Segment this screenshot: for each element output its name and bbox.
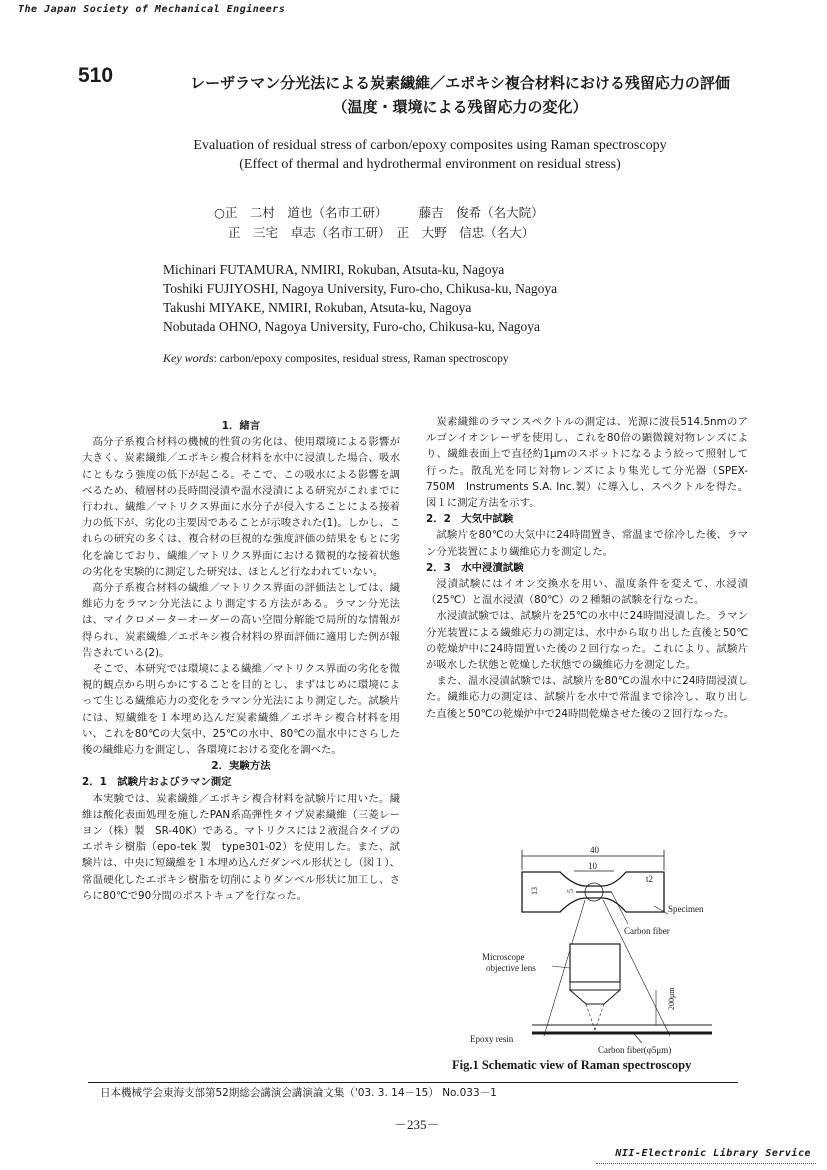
affiliation-3: Takushi MIYAKE, NMIRI, Rokuban, Atsuta-ku, Nagoya: [163, 300, 472, 315]
affiliation-4: Nobutada OHNO, Nagoya University, Furo-cho, Chikusa-ku, Nagoya: [163, 319, 541, 334]
microscope-label: Microscope: [482, 952, 525, 962]
subsection-heading: 2．2 大気中試験: [426, 513, 514, 526]
dim-10-label: 10: [588, 861, 597, 871]
paragraph: 試験片を80℃の大気中に24時間置き、常温まで徐冷した後、ラマン分光装置により繊維応力を測定した。: [426, 529, 748, 558]
dim-200um-label: 200μm: [667, 987, 676, 1010]
left-column: [82, 418, 400, 904]
objective-lens-ring: [570, 982, 620, 990]
carbon-fiber-label: Carbon fiber: [624, 926, 670, 936]
en-title-line2: (Effect of thermal and hydrothermal environment on residual stress): [239, 157, 621, 172]
subsection-heading: 2．3 水中浸漬試験: [426, 561, 524, 574]
footer-rule: [88, 1082, 738, 1083]
nii-rule: [596, 1163, 816, 1164]
author-row-1: ○正 二村 道也（名市工研） 藤吉 俊希（名大院）: [214, 205, 544, 220]
page-number: －235－: [394, 1117, 440, 1132]
figure-1-schematic: [462, 840, 742, 1080]
right-column: [426, 414, 748, 722]
proceedings-footer: 日本機械学会東海支部第52期総会講演会講演論文集（'03. 3. 14－15） No.033－1: [100, 1087, 497, 1099]
subsection-heading: 2．1 試験片およびラマン測定: [82, 776, 232, 789]
affiliation-1: Michinari FUTAMURA, NMIRI, Rokuban, Atsuta-ku, Nagoya: [163, 262, 505, 277]
fiber-diameter-label: Carbon fiber(φ5μm): [598, 1045, 672, 1055]
paragraph: 水浸漬試験では、試験片を25℃の水中に24時間浸漬した。ラマン分光装置による繊維応力の測定は、水中から取り出した直後と50℃の乾燥炉中に24時間置いた後の２回行なった。これにより、試験片が吸水した状態と乾燥した状態での繊維応力を測定した。: [426, 610, 748, 672]
objective-lens-tip: [570, 990, 620, 1004]
jp-title-line1: レーザラマン分光法による炭素繊維／エポキシ複合材料における残留応力の評価: [190, 74, 730, 92]
paragraph: そこで、本研究では環境による繊維／マトリクス界面の劣化を微視的観点から明らかにすることを目的とし、まずはじめに環境によって生じる繊維応力の変化をラマン分光法により測定した。試験片には、短繊維を１本埋め込んだ炭素繊維／エポキシ複合材料を用い、これを80℃の大気中、25℃の水中、80℃の温水中にさらした後の繊維応力を測定し、各環境における変化を調べた。: [82, 663, 400, 757]
objective-lens-body: [570, 944, 620, 982]
author-row-2: 正 三宅 卓志（名市工研） 正 大野 信忠（名大）: [228, 225, 535, 240]
dim-13-label: 13: [530, 887, 539, 895]
keywords-label: Key words: [163, 351, 214, 365]
specimen-label: Specimen: [668, 904, 704, 914]
paragraph: また、温水浸漬試験では、試験片を80℃の温水中に24時間浸漬した。繊維応力の測定は、試験片を水中で常温まで徐冷し、取り出した直後と50℃の乾燥炉中で24時間乾燥させた後の２回行なった。: [426, 675, 748, 720]
dim-5-label: 5: [566, 889, 575, 893]
keywords: [163, 351, 509, 366]
paragraph: 浸漬試験にはイオン交換水を用い、温度条件を変えて、水浸漬（25℃）と温水浸漬（80℃）の２種類の試験を行なった。: [426, 578, 748, 607]
paragraph: 本実験では、炭素繊維／エポキシ複合材料を試験片に用いた。繊維は酸化表面処理を施したPAN系高弾性タイプ炭素繊維（三菱レーヨン（株）製 SR-40K）である。マトリクスには２液混合タイプのエポキシ樹脂（epo-tek 製 type301-02）を使用した。また、試験片は、中央に短繊維を１本埋め込んだダンベル形状とし（図１）、常温硬化したエポキシ樹脂を切削によりダンベル形状に加工し、さらに80℃で90分間のポストキュアを行なった。: [82, 792, 400, 902]
nii-footer: NII-Electronic Library Service: [615, 1148, 811, 1159]
thickness-label: t2: [646, 874, 654, 884]
jp-title-line2: （温度・環境による残留応力の変化）: [332, 98, 588, 116]
section-heading-intro: 1．緒言: [221, 420, 261, 432]
epoxy-label: Epoxy resin: [470, 1034, 514, 1044]
paragraph: 炭素繊維のラマンスペクトルの測定は、光源に波長514.5nmのアルゴンイオンレーザを使用し、これを80倍の顕微鏡対物レンズにより、繊維表面上で直径約1μmのスポットになるよう絞って照射して行った。散乱光を同じ対物レンズにより集光して分光器（SPEX-750M Instruments S.A. Inc.製）に導入し、スペクトルを得た。図１に測定方法を示す。: [426, 416, 748, 510]
paragraph: 高分子系複合材料の機械的性質の劣化は、使用環境による影響が大きく、炭素繊維／エポキシ複合材料を水中に浸漬した場合、吸水にともなう強度の低下が起こる。そこで、この吸水による影響を調べるため、積層材の長時間浸漬や温水浸漬による研究がこれまでに行われ、繊維／マトリクス界面に水分子が侵入することによる接着力の低下が、劣化の主要因であることが示唆された(1)。しかし、これらの研究の多くは、複合材の巨視的な強度評価の結果をもとに劣化を論じており、繊維／マトリクス界面における微視的な接着状態の劣化を実験的に測定した研究は、ほとんど行なわれていない。: [82, 436, 400, 578]
dim-40-label: 40: [590, 845, 599, 855]
paper-number: 510: [78, 64, 114, 87]
keywords-text: : carbon/epoxy composites, residual stress, Raman spectroscopy: [213, 353, 509, 365]
figure-caption: Fig.1 Schematic view of Raman spectroscopy: [452, 1058, 692, 1072]
society-header: The Japan Society of Mechanical Engineers: [18, 4, 286, 15]
en-title-line1: Evaluation of residual stress of carbon/epoxy composites using Raman spectroscopy: [193, 138, 667, 153]
paragraph: 高分子系複合材料の繊維／マトリクス界面の評価法としては、繊維応力をラマン分光法により測定する方法がある。ラマン分光法は、マイクロメーターオーダーの高い空間分解能で局所的な情報が得られ、炭素繊維／エポキシ複合材料の界面評価に適用した例が報告されている(2)。: [82, 582, 400, 659]
affiliation-2: Toshiki FUJIYOSHI, Nagoya University, Furo-cho, Chikusa-ku, Nagoya: [163, 281, 558, 296]
objective-lens-label: objective lens: [486, 963, 536, 973]
section-heading-methods: 2．実験方法: [211, 760, 271, 773]
